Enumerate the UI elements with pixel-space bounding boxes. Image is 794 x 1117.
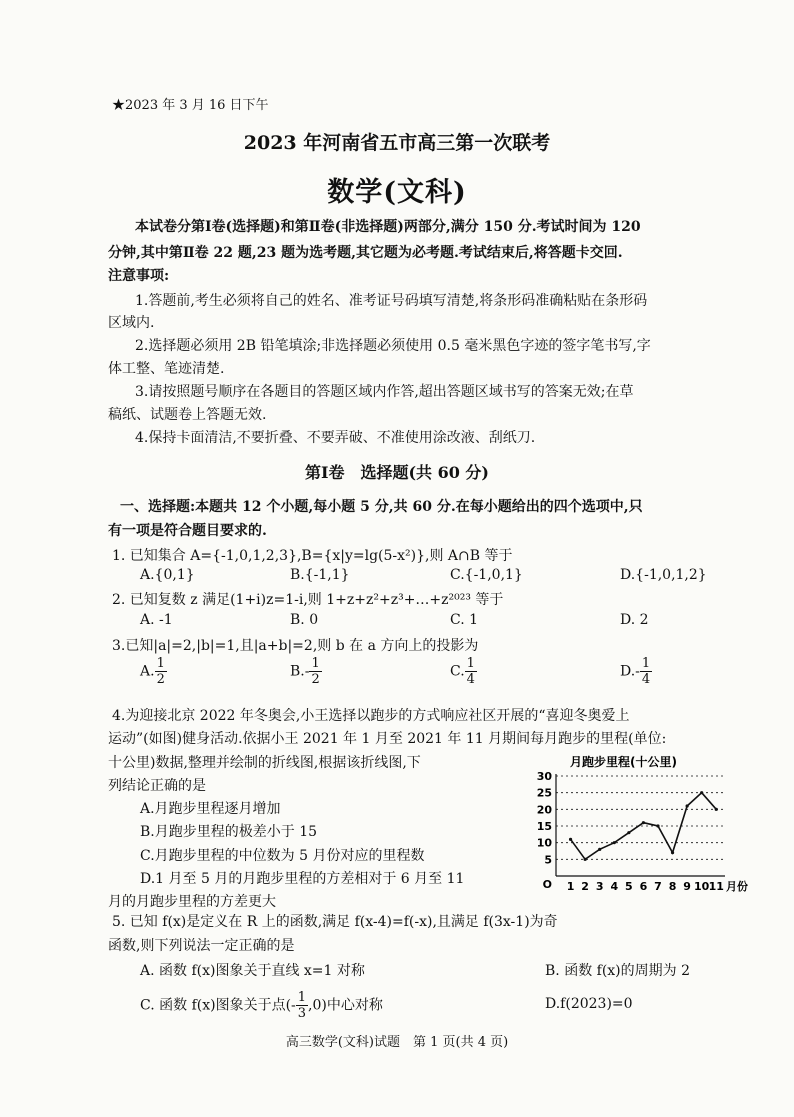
chart-x-tick-label: 3 xyxy=(595,880,604,892)
notes-heading: 注意事项: xyxy=(108,268,170,284)
q4-line-chart xyxy=(520,752,760,892)
q1-option-b: B.{-1,1} xyxy=(290,567,350,583)
q3-b-den: 2 xyxy=(311,672,320,687)
q3-a-label: A. xyxy=(140,663,155,680)
chart-x-tick-label: 11 xyxy=(708,880,724,892)
chart-y-tick-label: 15 xyxy=(536,820,552,833)
exam-date: ★2023 年 3 月 16 日下午 xyxy=(112,98,269,113)
q3-d-num: 1 xyxy=(641,656,651,671)
chart-data-point xyxy=(700,791,703,794)
chart-x-tick-label: 8 xyxy=(668,880,677,892)
q5-option-b: B. 函数 f(x)的周期为 2 xyxy=(545,963,690,979)
q5-line-1: 5. 已知 f(x)是定义在 R 上的函数,满足 f(x-4)=f(-x),且满足 f(3x-1)为奇 xyxy=(112,914,558,930)
chart-y-tick-label: 25 xyxy=(536,786,552,800)
q3-b-fraction xyxy=(309,656,321,687)
intro-line-2: 分钟,其中第Ⅱ卷 22 题,23 题为选考题,其它题为必考题.考试结束后,将答题卡交回. xyxy=(108,245,623,261)
chart-x-label: 月份 xyxy=(726,880,748,892)
chart-data-point xyxy=(686,804,689,807)
q4-option-d-line-2: 月的月跑步里程的方差更大 xyxy=(108,894,276,910)
note-3a: 3.请按照题号顺序在各题目的答题区域内作答,超出答题区域书写的答案无效;在草 xyxy=(135,384,634,400)
q4-line-1: 4.为迎接北京 2022 年冬奥会,小王选择以跑步的方式响应社区开展的“喜迎冬奥爱上 xyxy=(112,708,630,724)
q2-option-b: B. 0 xyxy=(290,612,319,628)
chart-data-point xyxy=(642,821,645,824)
chart-x-tick-label: 1 xyxy=(566,880,575,892)
chart-data-point xyxy=(613,841,616,844)
q3-c-label: C. xyxy=(450,663,465,680)
chart-x-tick-label: 9 xyxy=(683,880,691,892)
q1-stem: 1. 已知集合 A={-1,0,1,2,3},B={x|y=lg(5-x²)},则 A∩B 等于 xyxy=(112,548,513,564)
q5-c-num: 1 xyxy=(297,990,307,1005)
page-footer: 高三数学(文科)试题 第 1 页(共 4 页) xyxy=(285,1035,509,1050)
chart-x-tick-label: 5 xyxy=(625,880,633,892)
chart-x-tick-label: 7 xyxy=(654,880,662,892)
q1-option-c: C.{-1,0,1} xyxy=(450,567,523,583)
q3-a-num: 1 xyxy=(156,656,165,671)
subject-title: 数学(文科) xyxy=(327,177,467,208)
chart-origin-label: O xyxy=(542,878,552,891)
q5-c-fraction xyxy=(296,990,308,1021)
note-3b: 稿纸、试题卷上答题无效. xyxy=(108,407,267,423)
q2-option-a: A. -1 xyxy=(140,612,173,628)
q5-option-a: A. 函数 f(x)图象关于直线 x=1 对称 xyxy=(140,963,365,979)
exam-title: 2023 年河南省五市高三第一次联考 xyxy=(243,132,551,154)
intro-line-1: 本试卷分第Ⅰ卷(选择题)和第Ⅱ卷(非选择题)两部分,满分 150 分.考试时间为 120 xyxy=(135,219,641,235)
q4-line-3: 十公里)数据,整理并绘制的折线图,根据该折线图,下 xyxy=(108,755,421,771)
section-instr-b: 有一项是符合题目要求的. xyxy=(108,523,267,539)
q2-option-d: D. 2 xyxy=(620,612,649,628)
q3-a-den: 2 xyxy=(156,672,165,687)
q3-a-fraction xyxy=(155,656,167,687)
q3-b-num: 1 xyxy=(311,656,320,671)
q3-option-b xyxy=(290,656,322,687)
note-2a: 2.选择题必须用 2B 铅笔填涂;非选择题必须使用 0.5 毫米黑色字迹的签字笔书写,字 xyxy=(135,338,651,354)
q4-option-c: C.月跑步里程的中位数为 5 月份对应的里程数 xyxy=(140,848,425,864)
chart-x-tick-label: 6 xyxy=(639,880,648,892)
chart-y-tick-label: 10 xyxy=(536,836,552,850)
q5-c-den: 3 xyxy=(297,1006,307,1021)
q3-d-label: D.- xyxy=(620,663,640,680)
q1-option-d: D.{-1,0,1,2} xyxy=(620,567,707,583)
q4-option-d-line-1: D.1 月至 5 月的月跑步里程的方差相对于 6 月至 11 xyxy=(140,871,465,887)
chart-data-point xyxy=(598,848,601,851)
chart-x-tick-label: 4 xyxy=(610,880,619,892)
q2-option-c: C. 1 xyxy=(450,612,479,628)
q5-option-c xyxy=(140,990,383,1021)
q4-line-4: 列结论正确的是 xyxy=(108,778,206,794)
q2-stem: 2. 已知复数 z 满足(1+i)z=1-i,则 1+z+z²+z³+…+z²⁰²³ 等于 xyxy=(112,592,504,608)
note-1a: 1.答题前,考生必须将自己的姓名、准考证号码填写清楚,将条形码准确粘贴在条形码 xyxy=(135,293,648,309)
q1-option-a: A.{0,1} xyxy=(140,567,195,583)
q3-c-den: 4 xyxy=(466,672,475,687)
section-title: 第Ⅰ卷 选择题(共 60 分) xyxy=(304,463,490,482)
q3-option-a xyxy=(140,656,167,687)
chart-title: 月跑步里程(十公里) xyxy=(570,755,677,769)
chart-data-point xyxy=(671,851,674,854)
chart-y-tick-label: 30 xyxy=(536,770,552,783)
chart-data-point xyxy=(569,838,572,841)
q3-stem: 3.已知|a|=2,|b|=1,且|a+b|=2,则 b 在 a 方向上的投影为 xyxy=(112,638,479,654)
chart-y-tick-label: 20 xyxy=(536,803,552,817)
chart-y-tick-label: 5 xyxy=(544,853,552,867)
q4-option-a: A.月跑步里程逐月增加 xyxy=(140,801,281,817)
q3-d-den: 4 xyxy=(641,672,651,687)
note-1b: 区域内. xyxy=(108,315,155,331)
q5-c-pre: C. 函数 f(x)图象关于点(- xyxy=(140,997,296,1014)
q4-line-2: 运动”(如图)健身活动.依据小王 2021 年 1 月至 2021 年 11 月期间每月跑步的里程(单位: xyxy=(108,731,667,747)
chart-x-tick-label: 2 xyxy=(581,880,589,892)
section-instr-a: 一、选择题:本题共 12 个小题,每小题 5 分,共 60 分.在每小题给出的四个选项中,只 xyxy=(120,499,643,515)
q5-line-2: 函数,则下列说法一定正确的是 xyxy=(108,938,295,954)
chart-data-point xyxy=(627,831,630,834)
q4-option-b: B.月跑步里程的极差小于 15 xyxy=(140,824,318,840)
chart-data-point xyxy=(715,808,718,811)
note-4: 4.保持卡面清洁,不要折叠、不要弄破、不准使用涂改液、刮纸刀. xyxy=(135,430,536,446)
q3-c-fraction xyxy=(465,656,477,687)
q3-c-num: 1 xyxy=(466,656,475,671)
q3-d-fraction xyxy=(640,656,652,687)
chart-x-tick-label: 10 xyxy=(694,880,710,892)
q5-c-post: ,0)中心对称 xyxy=(308,997,383,1014)
chart-data-point xyxy=(656,824,659,827)
q3-option-d xyxy=(620,656,652,687)
q3-option-c xyxy=(450,656,477,687)
note-2b: 体工整、笔迹清楚. xyxy=(108,361,225,377)
q5-option-d: D.f(2023)=0 xyxy=(545,996,633,1012)
chart-data-point xyxy=(584,858,587,861)
q3-b-label: B.- xyxy=(290,663,310,680)
